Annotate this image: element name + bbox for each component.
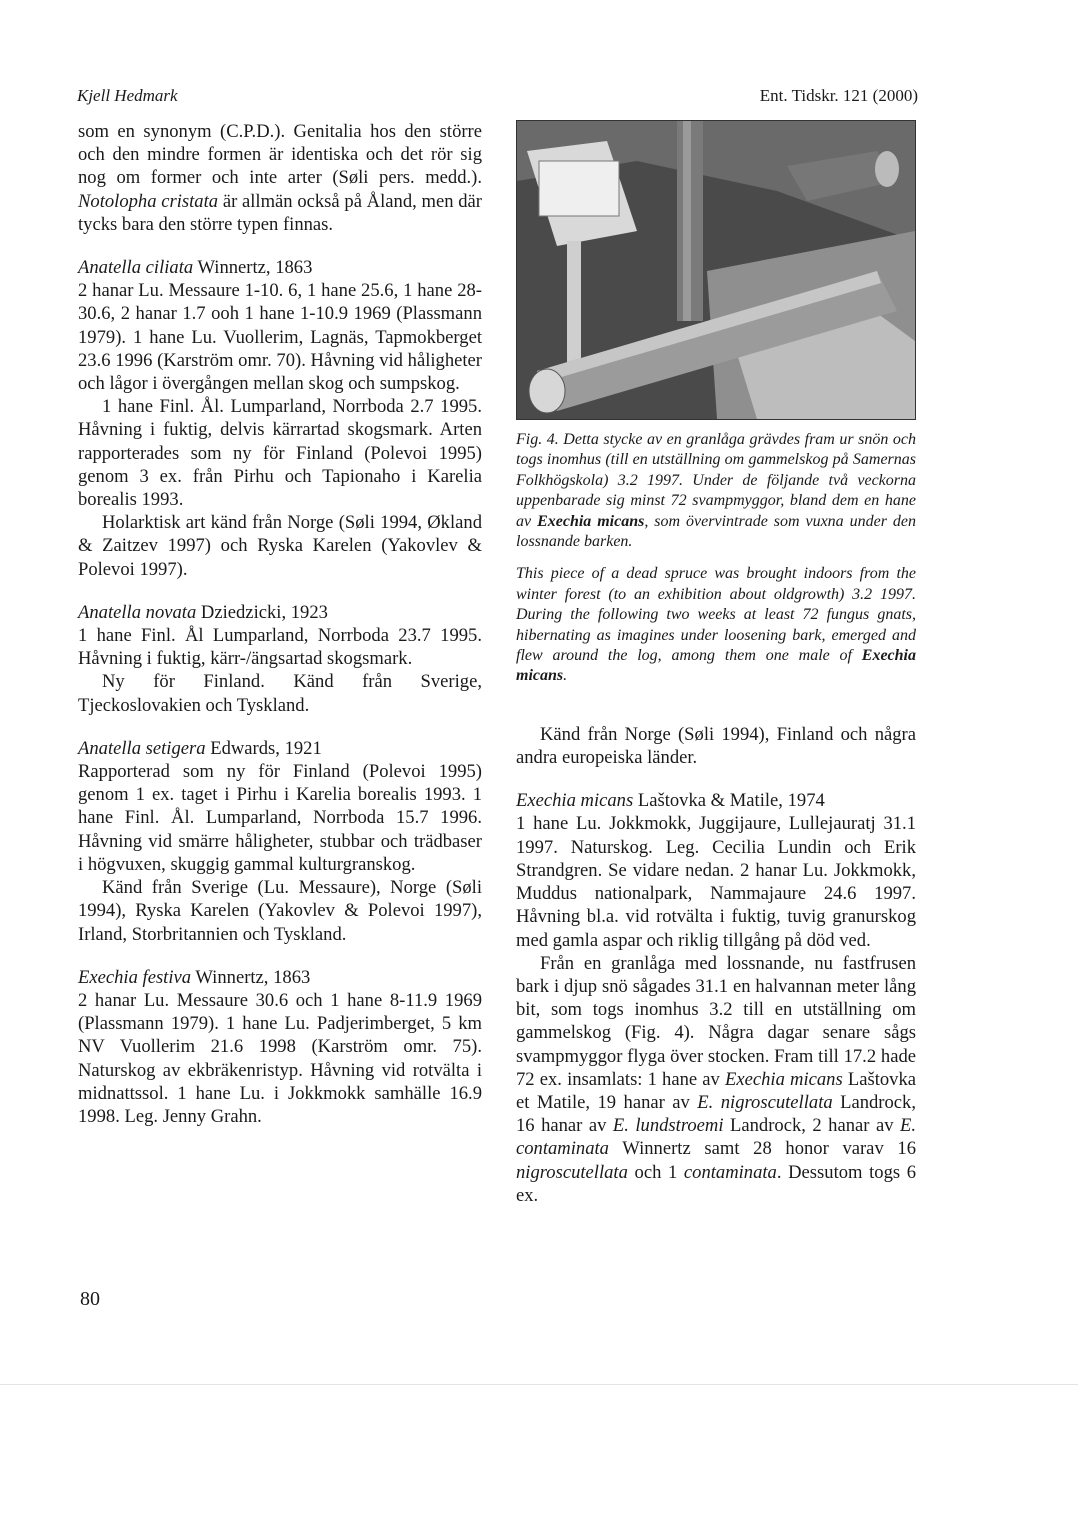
species-entry (78, 256, 482, 581)
footer-divider (0, 1384, 1078, 1385)
entry-paragraph: 1 hane Finl. Ål. Lumparland, Norrboda 2.7 1995. Håvning i fuktig, delvis kärrartad skogsmark. Arten rapporterades som ny för Finland (Polevoi 1995) genom 3 ex. från Pirhu och Tapionaho i Karelia borealis 1993. (78, 396, 482, 511)
species-heading: Anatella novata Dziedzicki, 1923 (78, 601, 328, 623)
species-entry (78, 966, 482, 1128)
entry-paragraph: Känd från Norge (Søli 1994), Finland och några andra europeiska länder. (516, 723, 916, 769)
figure-caption-swedish: Fig. 4. Detta stycke av en granlåga grävdes fram ur snön och togs inomhus (till en utställning om gammelskog på Samernas Folkhögskola) 3.2 1997. Under de följande två veckorna uppenbarade sig minst 72 svampmyggor, bland dem en hane av Exechia micans, som övervintrade som vuxna under den lossnande barken. (516, 431, 916, 551)
species-heading: Anatella ciliata Winnertz, 1863 (78, 257, 313, 279)
figure-caption-english: This piece of a dead spruce was brought indoors from the winter forest (to an exhibition about oldgrowth) 3.2 1997. During the following two weeks at least 72 fungus gnats, hibernating as imagines under loosening bark, emerged and flew around the log, among them one male of Exechia micans. (516, 565, 916, 685)
entry-paragraph: 1 hane Finl. Ål Lumparland, Norrboda 23.7 1995. Håvning i fuktig, kärr-/ängsartad skogsmark. (78, 625, 482, 670)
right-column (516, 120, 916, 1207)
entry-paragraph: Holarktisk art känd från Norge (Søli 1994, Økland & Zaitzev 1997) och Ryska Karelen (Yakovlev & Polevoi 1997). (78, 512, 482, 580)
running-head-author: Kjell Hedmark (77, 86, 178, 105)
entry-paragraph: 2 hanar Lu. Messaure 1-10. 6, 1 hane 25.6, 1 hane 28-30.6, 2 hanar 1.7 ooh 1 hane 1-10.9 1969 (Plassmann 1979). 1 hane Lu. Vuollerim, Lagnäs, Tapmokberget 23.6 1996 (Karström omr. 70). Håvning vid håligheter och lågor i övergången mellan skog och sumpskog. (78, 280, 482, 395)
photo-illustration (517, 121, 915, 419)
species-entry (78, 601, 482, 717)
entry-paragraph: Från en granlåga med lossnande, nu fastfrusen bark i djup snö sågades 31.1 en halvannan meter lång bit, som togs inomhus 3.2 till en utställning om gammelskog (Fig. 4). Några dagar senare sågs svampmyggor flyga över stocken. Fram till 17.2 hade 72 ex. insamlats: 1 hane av Exechia micans Laštovka et Matile, 19 hanar av E. nigroscutellata Landrock, 16 hanar av E. lundstroemi Landrock, 2 hanar av E. contaminata Winnertz samt 28 honor varav 16 nigroscutellata och 1 contaminata. Dessutom togs 6 ex. (516, 952, 917, 1206)
species-entry (516, 789, 916, 1207)
intro-paragraph: som en synonym (C.P.D.). Genitalia hos den större och den mindre formen är identiska och det rör sig nog om former och inte arter (Søli pers. medd.). Notolopha cristata är allmän också på Åland, men där tycks bara den större typen finnas. (78, 121, 483, 235)
species-heading: Exechia micans Laštovka & Matile, 1974 (516, 790, 825, 812)
entry-paragraph: 2 hanar Lu. Messaure 30.6 och 1 hane 8-11.9 1969 (Plassmann 1979). 1 hane Lu. Padjerimberget, 5 km NV Vuollerim 21.6 1998 (Karström omr. 75). Naturskog av ekbräkenristyp. Håvning vid rotvälta i midnattssol. 1 hane Lu. i Jokkmokk samhälle 16.9 1998. Leg. Jenny Grahn. (78, 989, 482, 1127)
figure-photo-spruce-log (516, 120, 916, 420)
entry-paragraph: Känd från Sverige (Lu. Messaure), Norge (Søli 1994), Ryska Karelen (Yakovlev & Polevoi 1997), Irland, Storbritannien och Tyskland. (78, 877, 482, 945)
entry-paragraph: Ny för Finland. Känd från Sverige, Tjeckoslovakien och Tyskland. (78, 671, 482, 716)
species-heading: Anatella setigera Edwards, 1921 (78, 737, 322, 759)
running-head-journal: Ent. Tidskr. 121 (2000) (759, 86, 918, 105)
entry-paragraph: Rapporterad som ny för Finland (Polevoi 1995) genom 1 ex. taget i Pirhu i Karelia borealis 1993. 1 hane Finl. Ål. Lumparland, Norrboda 15.7 1996. Håvning vid smärre håligheter, stubbar och trädbaser i högvuxen, skuggig gammal kulturgranskog. (78, 761, 482, 875)
species-entry (78, 737, 482, 946)
left-column (78, 120, 482, 1128)
page-number: 80 (80, 1288, 100, 1310)
entry-paragraph: 1 hane Lu. Jokkmokk, Juggijaure, Lullejauratj 31.1 1997. Naturskog. Leg. Cecilia Lundin och Erik Strandgren. Se vidare nedan. 2 hanar Lu. Jokkmokk, Muddus nationalpark, Nammajaure 24.6 1997. Håvning bl.a. vid rotvälta i fuktig, tuvig granurskog med gamla aspar och riklig tillgång på död ved. (516, 813, 916, 951)
species-heading: Exechia festiva Winnertz, 1863 (78, 966, 311, 988)
